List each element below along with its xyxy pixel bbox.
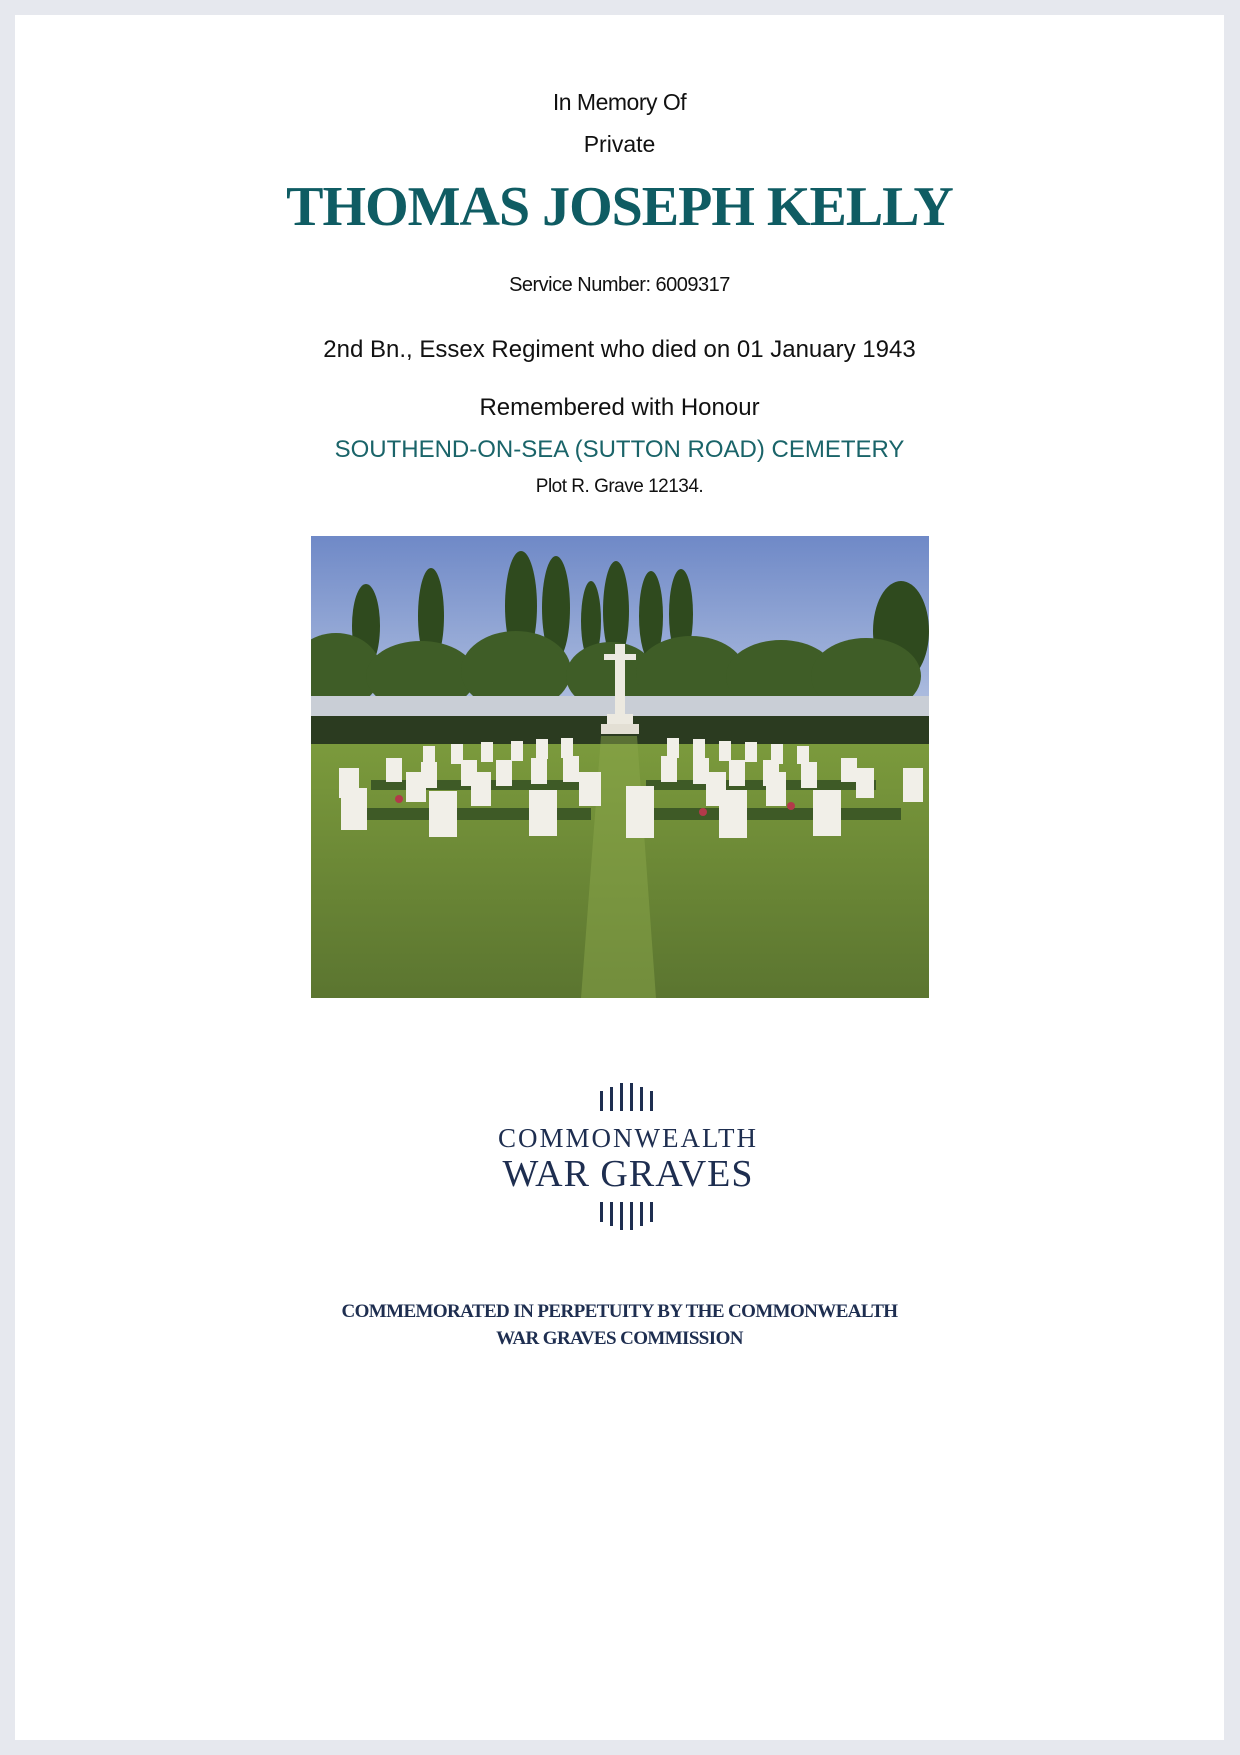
unit-and-date: 2nd Bn., Essex Regiment who died on 01 January 1943	[323, 336, 916, 363]
soldier-name: THOMAS JOSEPH KELLY	[286, 176, 953, 238]
logo-text-war-graves: WAR GRAVES	[502, 1153, 754, 1195]
commemoration-text-line1: COMMEMORATED IN PERPETUITY BY THE COMMONWEALTH	[341, 1301, 898, 1322]
logo-bottom-bars	[598, 1202, 658, 1232]
commemoration-text-line2: WAR GRAVES COMMISSION	[496, 1328, 743, 1349]
certificate-page	[15, 15, 1224, 1740]
service-number: Service Number: 6009317	[509, 274, 730, 296]
remembered-with-honour: Remembered with Honour	[479, 394, 760, 421]
cemetery-name: SOUTHEND-ON-SEA (SUTTON ROAD) CEMETERY	[334, 436, 905, 463]
memorial-heading: In Memory Of	[552, 89, 687, 115]
grave-reference: Plot R. Grave 12134.	[535, 476, 704, 497]
logo-text-commonwealth: COMMONWEALTH	[498, 1123, 758, 1153]
cwgc-logo	[493, 1067, 763, 1237]
cemetery-photo	[311, 536, 929, 998]
rank: Private	[583, 131, 656, 157]
logo-top-bars	[598, 1081, 658, 1111]
